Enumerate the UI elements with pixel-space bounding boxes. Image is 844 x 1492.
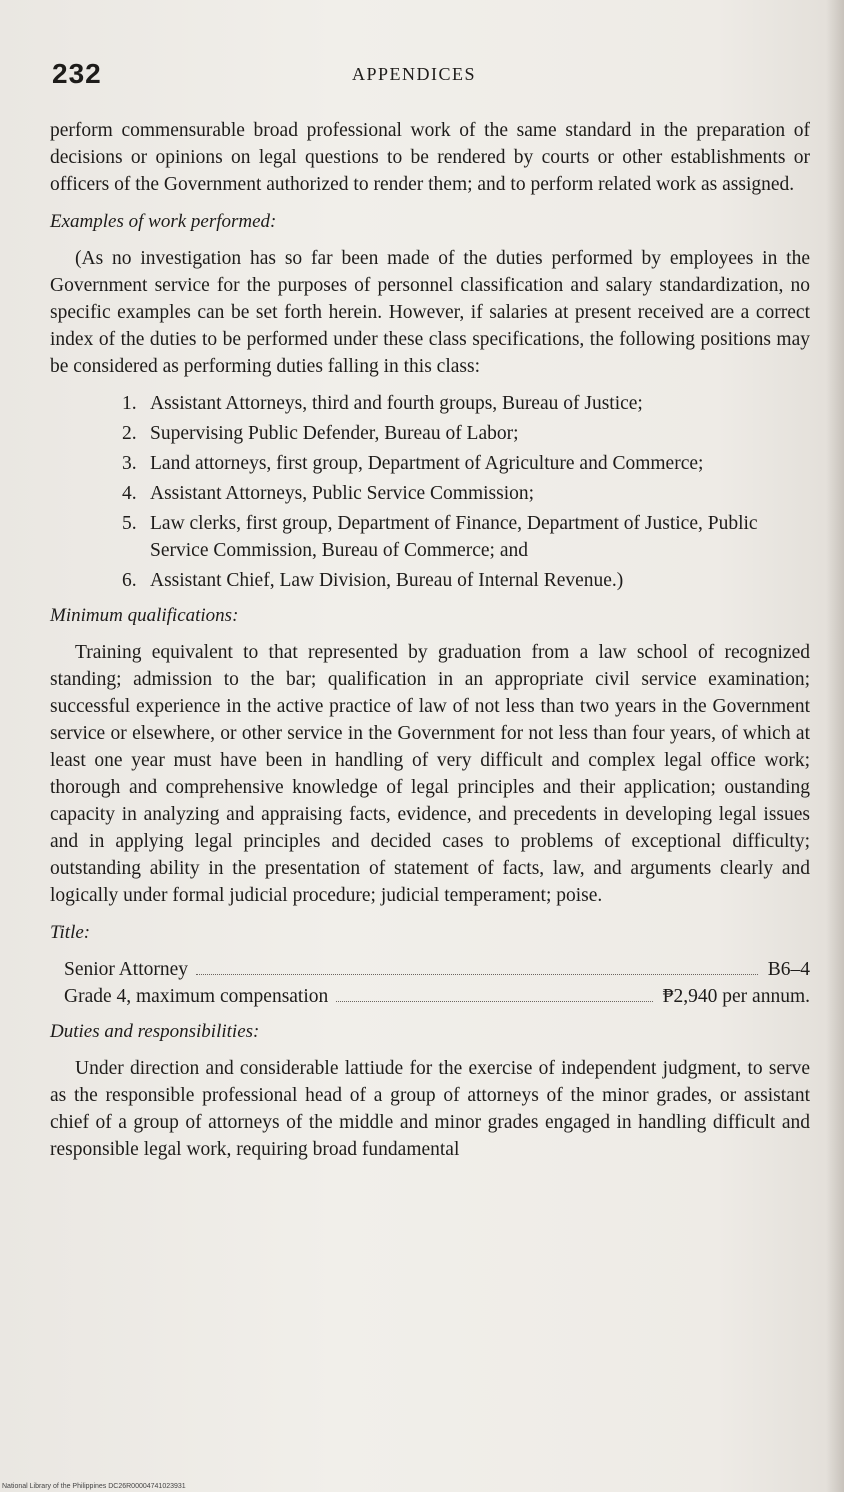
grade-row [64,983,810,1010]
list-item-number: 3. [122,453,137,474]
title-heading: Title: [50,922,91,943]
class-title: Senior Attorney [64,959,189,980]
title-block [64,956,810,1010]
dot-leader [336,1001,652,1002]
list-item-number: 5. [122,513,137,534]
page-body [50,117,810,1173]
grade-label: Grade 4, maximum compensation [64,986,329,1007]
list-item [122,567,810,594]
list-item [122,450,810,477]
examples-list [50,390,810,594]
list-item-text: Assistant Attorneys, third and fourth groups, Bureau of Justice; [150,393,643,414]
list-item-number: 6. [122,570,137,591]
scan-credit: National Library of the Philippines DC26R00004741023931 [2,1483,186,1490]
list-item-number: 1. [122,393,137,414]
running-head: APPENDICES [352,64,477,84]
qualifications-text: Training equivalent to that represented by graduation from a law school of recognized standing; admission to the bar; qualification in an appropriate civil service examination; successful experience in the active practice of law of not less than two years in the Government service or elsewhere, or other service in the Government for not less than four years, of which at least one year must have been in handling of very difficult and complex legal office work; thorough and comprehensive knowledge of legal principles and their application; oustanding capacity in analyzing and appraising facts, evidence, and precedents in developing legal issues and in applying legal principles and decided cases to problems of exceptional difficulty; outstanding ability in the presentation of statement of facts, law, and arguments clearly and logically under formal judicial procedure; judicial temperament; poise. [50,642,810,906]
list-item-number: 2. [122,423,137,444]
examples-intro: (As no investigation has so far been made of the duties performed by employees in the Government service for the purposes of personnel classification and salary standardization, no specific examples can be set forth herein. However, if salaries at present received are a correct index of the duties to be performed under these class specifications, the following positions may be considered as performing duties falling in this class: [50,248,810,377]
list-item-text: Assistant Attorneys, Public Service Commission; [150,483,535,504]
list-item [122,480,810,507]
page-header [52,58,812,98]
title-row [64,956,810,983]
opening-paragraph: perform commensurable broad professional work of the same standard in the preparation of decisions or opinions on legal questions to be rendered by courts or other establishments or officers of the Government authorized to render them; and to perform related work as assigned. [50,120,810,195]
list-item-number: 4. [122,483,137,504]
dot-leader [196,974,758,975]
list-item [122,390,810,417]
list-item-text: Law clerks, first group, Department of Finance, Department of Justice, Public Service Commission, Bureau of Commerce; and [150,513,758,561]
class-code: B6–4 [767,959,810,980]
compensation-value: ₱2,940 per annum. [662,986,810,1007]
duties-heading: Duties and responsibilities: [50,1021,260,1042]
list-item [122,420,810,447]
page-number: 232 [52,58,102,89]
list-item-text: Assistant Chief, Law Division, Bureau of Internal Revenue.) [150,570,624,591]
page-edge-shadow [826,0,844,1492]
list-item [122,510,810,564]
list-item-text: Supervising Public Defender, Bureau of Labor; [150,423,519,444]
qualifications-heading: Minimum qualifications: [50,605,239,626]
examples-heading: Examples of work performed: [50,211,277,232]
list-item-text: Land attorneys, first group, Department of Agriculture and Commerce; [150,453,704,474]
duties-text: Under direction and considerable lattiude for the exercise of independent judgment, to serve as the responsible professional head of a group of attorneys of the minor grades, or assistant chief of a group of attorneys of the middle and minor grades engaged in handling difficult and responsible legal work, requiring broad fundamental [50,1058,810,1160]
